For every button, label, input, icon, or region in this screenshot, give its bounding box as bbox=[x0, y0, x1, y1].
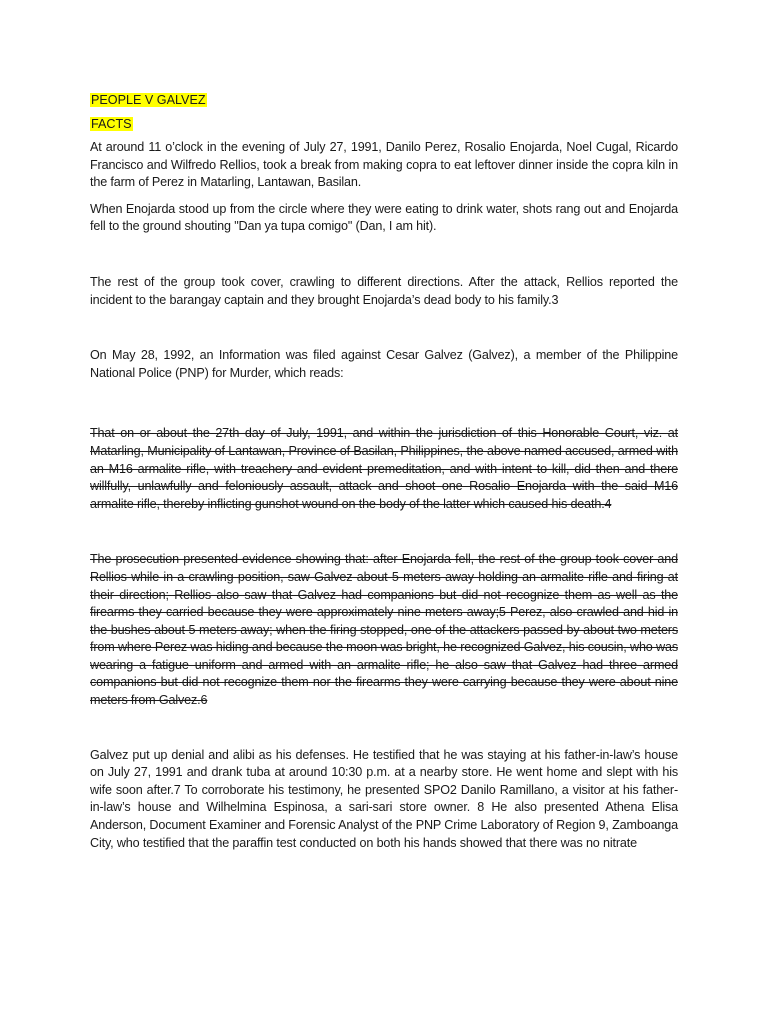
paragraph-prosecution-evidence: The prosecution presented evidence showing that: after Enojarda fell, the rest of the group took cover and Rellios while in a crawling position, saw Galvez about 5 meters away holding an armalite rifle and firing at their direction; Rellios also saw that Galvez had companions but did not recognize them as well as the firearms they carried because they were approximately nine meters away;5 Perez, also crawled and hid in the bushes about 5 meters away; when the firing stopped, one of the attackers passed by about two meters from where Perez was hiding and because the moon was bright, he recognized Galvez, his cousin, who was wearing a fatigue uniform and armed with an armalite rifle; he also saw that Galvez had three armed companions but did not recognize them nor the firearms they were carrying because they were about nine meters from Galvez.6 bbox=[90, 552, 678, 708]
paragraph-shots: When Enojarda stood up from the circle where they were eating to drink water, shots rang out and Enojarda fell to the ground shouting "Dan ya tupa comigo" (Dan, I am hit). bbox=[90, 201, 678, 234]
paragraph-information-text: That on or about the 27th day of July, 1991, and within the jurisdiction of this Honorable Court, viz. at Matarling, Municipality of Lantawan, Province of Basilan, Philippines, the above named accused, armed with an M16 armalite rifle, with treachery and evident premeditation, and with intent to kill, did then and there willfully, unlawfully and feloniously assault, attack and shoot one Rosalio Enojarda with the said M16 armalite rifle, thereby inflicting gunshot wound on the body of the latter which caused his death.4 bbox=[90, 426, 678, 511]
paragraph-information: On May 28, 1992, an Information was filed against Cesar Galvez (Galvez), a member of the Philippine National Police (PNP) for Murder, which reads: bbox=[90, 348, 678, 380]
document-title: PEOPLE V GALVEZ bbox=[91, 93, 206, 107]
paragraph-cover: The rest of the group took cover, crawling to different directions. After the attack, Rellios reported the incident to the barangay captain and they brought Enojarda’s dead body to his family.3 bbox=[90, 274, 678, 307]
document-page bbox=[90, 92, 678, 852]
paragraph-incident: At around 11 o’clock in the evening of July 27, 1991, Danilo Perez, Rosalio Enojarda, Noel Cugal, Ricardo Francisco and Wilfredo Rellios, took a break from making copra to eat leftover dinner inside the copra kiln in the farm of Perez in Matarling, Lantawan, Basilan. bbox=[90, 140, 678, 190]
paragraph-defense: Galvez put up denial and alibi as his defenses. He testified that he was staying at his father-in-law’s house on July 27, 1991 and drank tuba at around 10:30 p.m. at a nearby store. He went home and slept with his wife soon after.7 To corroborate his testimony, he presented SPO2 Danilo Ramillano, a visitor at his father-in-law’s house and Wilhelmina Espinosa, a sari-sari store owner. 8 He also presented Athena Elisa Anderson, Document Examiner and Forensic Analyst of the PNP Crime Laboratory of Region 9, Zamboanga City, who testified that the paraffin test conducted on both his hands showed that there was no nitrate bbox=[90, 747, 678, 850]
facts-heading: FACTS bbox=[91, 117, 132, 131]
